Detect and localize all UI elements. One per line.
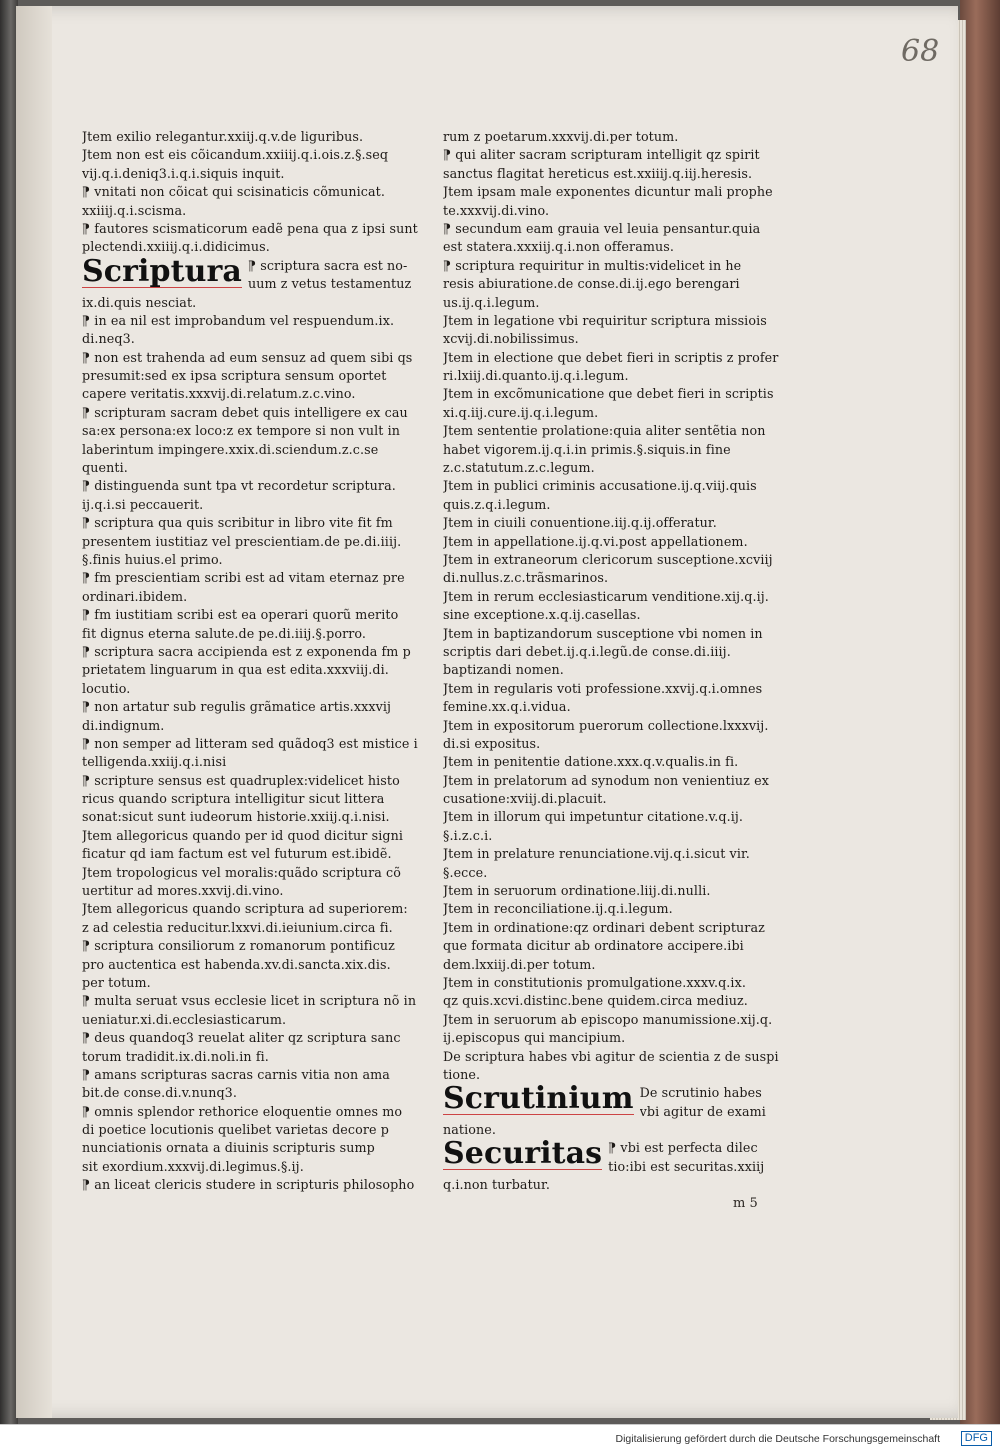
text-line: quis.z.q.i.legum. [443,496,551,512]
text-line: us.ij.q.i.legum. [443,294,540,310]
text-line: xi.q.iij.cure.ij.q.i.legum. [443,404,599,420]
cover-board [960,0,1000,1424]
text-line: pro auctentica est habenda.xv.di.sancta.xix.dis. [82,956,391,972]
text-line: ⁋ qui aliter sacram scripturam intelligit qz spirit [443,147,760,163]
text-line: tione. [443,1066,481,1082]
text-line: §.i.z.c.i. [443,827,493,843]
text-line: §.finis huius.el primo. [82,551,223,567]
text-line: bit.de conse.di.v.nunq3. [82,1085,237,1101]
text-line: que formata dicitur ab ordinatore accipere.ibi [443,938,744,954]
text-line: ij.q.i.si peccauerit. [82,496,204,512]
text-line: Jtem in constitutionis promulgatione.xxxv.q.ix. [443,974,746,990]
text-line: di.neq3. [82,331,135,347]
text-line: xcvij.di.nobilissimus. [443,331,579,347]
text-line: Jtem non est eis cõicandum.xxiiij.q.i.ois.z.§.seq [82,147,389,163]
text-line: Jtem in prelatorum ad synodum non venientiuz ex [443,772,769,788]
text-line: Jtem in extraneorum clericorum susceptione.xcviij [443,551,773,567]
text-line: ⁋ secundum eam grauia vel leuia pensantur.quia [443,220,761,236]
text-line: ⁋ scripture sensus est quadruplex:videlicet histo [82,772,400,788]
text-line: z.c.statutum.z.c.legum. [443,460,595,476]
text-line: Jtem in illorum qui impetuntur citatione.v.q.ij. [443,809,744,825]
text-line: capere veritatis.xxxvij.di.relatum.z.c.vino. [82,386,356,402]
text-line: Jtem in regularis voti professione.xxvij.q.i.omnes [443,680,763,696]
text-line: uertitur ad mores.xxvij.di.vino. [82,883,284,899]
text-line: ⁋ fm iustitiam scribi est ea operari quorũ merito [82,607,399,623]
text-line: di.indignum. [82,717,165,733]
text-line: ij.episcopus qui mancipium. [443,1030,626,1046]
text-line: tio:ibi est securitas.xxiij [608,1158,765,1174]
text-line: scriptis dari debet.ij.q.i.legũ.de conse.di.iiij. [443,643,731,659]
footer-credit: Digitalisierung gefördert durch die Deutsche Forschungsgemeinschaft [615,1433,940,1445]
text-line: Jtem in ciuili conuentione.iij.q.ij.offeratur. [443,515,717,531]
text-line: ri.lxiij.di.quanto.ij.q.i.legum. [443,368,629,384]
text-line: sit exordium.xxxvij.di.legimus.§.ij. [82,1158,304,1174]
text-line: cusatione:xviij.di.placuit. [443,791,607,807]
text-line: laberintum impingere.xxix.di.sciendum.z.c.se [82,441,379,457]
text-line: ⁋ scriptura sacra accipienda est z exponenda fm p [82,643,411,659]
text-line: ⁋ amans scripturas sacras carnis vitia non ama [82,1066,390,1082]
text-line: ⁋ non semper ad litteram sed quãdoq3 est mistice i [82,735,418,751]
text-line: locutio. [82,680,131,696]
text-line: ⁋ multa seruat vsus ecclesie licet in scriptura nõ in [82,993,417,1009]
text-line: Jtem allegoricus quando scriptura ad superiorem: [82,901,408,917]
text-line: Jtem in expositorum puerorum collectione.lxxxvij. [443,717,769,733]
text-line: qz quis.xcvi.distinc.bene quidem.circa mediuz. [443,993,748,1009]
left-column [82,128,440,1195]
text-line: presentem iustitiaz vel prescientiam.de pe.di.iiij. [82,533,402,549]
text-line: Jtem in seruorum ordinatione.liij.di.nulli. [443,883,711,899]
heading-securitas-side [602,1139,764,1176]
signature-mark: m 5 [733,1196,758,1211]
text-line: Jtem in prelature renunciatione.vij.q.i.sicut vir. [443,846,750,862]
heading-securitas: Securitas [443,1136,603,1172]
text-line: xxiiij.q.i.scisma. [82,202,187,218]
text-line: Jtem in seruorum ab episcopo manumissione.xij.q. [443,1011,773,1027]
text-line: De scriptura habes vbi agitur de scientia z de suspi [443,1048,779,1064]
text-line: presumit:sed ex ipsa scriptura sensum oportet [82,368,387,384]
text-line: ficatur qd iam factum est vel futurum est.ibidẽ. [82,846,392,862]
heading-scriptura-row [82,253,440,294]
text-line: ricus quando scriptura intelligitur sicut littera [82,791,385,807]
text-line: natione. [443,1122,497,1138]
text-line: sanctus flagitat hereticus est.xxiiij.q.iij.heresis. [443,165,753,181]
text-line: Jtem allegoricus quando per id quod dicitur signi [82,827,404,843]
text-line: ⁋ scripturam sacram debet quis intelligere ex cau [82,404,408,420]
text-line: sa:ex persona:ex loco:z ex tempore si non vult in [82,423,401,439]
text-line: ⁋ deus quandoq3 reuelat aliter qz scriptura sanc [82,1030,401,1046]
text-line: ⁋ fautores scismaticorum eadẽ pena qua z ipsi sunt [82,220,418,236]
text-line: ⁋ vbi est perfecta dilec [608,1140,758,1156]
dfg-logo: DFG [961,1431,992,1446]
text-line: fit dignus eterna salute.de pe.di.iiij.§.porro. [82,625,367,641]
text-line: per totum. [82,974,151,990]
text-line: ⁋ an liceat clericis studere in scripturis philosopho [82,1177,415,1193]
text-line: Jtem tropologicus vel moralis:quãdo scriptura cõ [82,864,401,880]
text-line: Jtem exilio relegantur.xxiij.q.v.de liguribus. [82,129,364,144]
text-line: Jtem in appellatione.ij.q.vi.post appellationem. [443,533,748,549]
text-line: torum tradidit.ix.di.noli.in fi. [82,1048,269,1064]
text-line: vij.q.i.deniq3.i.q.i.siquis inquit. [82,165,285,181]
text-line: femine.xx.q.i.vidua. [443,699,571,715]
text-line: Jtem sententie prolatione:quia aliter sentẽtia non [443,423,766,439]
text-line: Jtem in legatione vbi requiritur scriptura missiois [443,312,767,328]
text-line: te.xxxvij.di.vino. [443,202,550,218]
text-line: dem.lxxiij.di.per totum. [443,956,596,972]
text-line: ⁋ vnitati non cõicat qui scisinaticis cõmunicat. [82,184,385,200]
text-line: ⁋ omnis splendor rethorice eloquentie omnes mo [82,1103,403,1119]
text-line: ⁋ scriptura requiritur in multis:videlicet in he [443,257,742,273]
text-line: ordinari.ibidem. [82,588,188,604]
text-line: Jtem in ordinatione:qz ordinari debent scripturaz [443,919,765,935]
show-through-margin [16,6,52,1418]
text-line: De scrutinio habes [639,1085,762,1101]
folio-number: 68 [901,34,940,69]
text-line: z ad celestia reducitur.lxxvi.di.ieiunium.circa fi. [82,919,393,935]
heading-scrutinium-side [634,1084,766,1121]
text-line: ⁋ scriptura qua quis scribitur in libro vite fit fm [82,515,393,531]
text-line: quenti. [82,460,128,476]
text-line: resis abiuratione.de conse.di.ij.ego berengari [443,276,740,292]
text-line: telligenda.xxiij.q.i.nisi [82,754,227,770]
text-line: prietatem linguarum in qua est edita.xxxviij.di. [82,662,389,678]
text-line: Jtem in penitentie datione.xxx.q.v.qualis.in fi. [443,754,739,770]
text-line: Jtem in reconciliatione.ij.q.i.legum. [443,901,673,917]
text-line: Jtem in electione que debet fieri in scriptis z profer [443,349,779,365]
text-line: plectendi.xxiiij.q.i.didicimus. [82,239,270,255]
text-line: nunciationis ornata a diuinis scripturis sump [82,1140,375,1156]
text-line: Jtem in baptizandorum susceptione vbi nomen in [443,625,763,641]
heading-scriptura: Scriptura [82,253,242,289]
text-line: rum z poetarum.xxxvij.di.per totum. [443,129,679,144]
heading-scrutinium-row [443,1081,807,1121]
text-line: vbi agitur de exami [639,1103,766,1119]
text-line: §.ecce. [443,864,488,880]
text-line: q.i.non turbatur. [443,1177,550,1193]
text-line: baptizandi nomen. [443,662,564,678]
text-line: di.nullus.z.c.trãsmarinos. [443,570,609,586]
text-line: ⁋ scriptura sacra est no- [247,257,408,273]
text-line: di.si expositus. [443,735,541,751]
heading-scrutinium: Scrutinium [443,1081,634,1117]
book-page [16,6,958,1418]
text-line: Jtem in excõmunicatione que debet fieri in scriptis [443,386,774,402]
text-line: ueniatur.xi.di.ecclesiasticarum. [82,1011,287,1027]
text-line: ⁋ distinguenda sunt tpa vt recordetur scriptura. [82,478,396,494]
text-line: est statera.xxxiij.q.i.non offeramus. [443,239,675,255]
text-line: di poetice locutionis quelibet varietas decore p [82,1122,389,1138]
text-line: ix.di.quis nesciat. [82,294,197,310]
text-line: Jtem in publici criminis accusatione.ij.q.viij.quis [443,478,757,494]
text-line: ⁋ in ea nil est improbandum vel respuendum.ix. [82,312,395,328]
heading-securitas-row [443,1136,807,1176]
text-line: ⁋ non est trahenda ad eum sensuz ad quem sibi qs [82,349,413,365]
text-line: Jtem in rerum ecclesiasticarum venditione.xij.q.ij. [443,588,769,604]
footer-bar [0,1424,1000,1452]
left-lines-before [82,128,440,257]
text-line: sonat:sicut sunt iudeorum historie.xxiij.q.i.nisi. [82,809,390,825]
left-lines-after [82,294,440,1195]
text-line: uum z vetus testamentuz [247,276,412,292]
text-line: habet vigorem.ij.q.i.in primis.§.siquis.in fine [443,441,731,457]
text-line: ⁋ non artatur sub regulis grãmatice artis.xxxvij [82,699,392,715]
text-line: ⁋ scriptura consiliorum z romanorum pontificuz [82,938,395,954]
heading-scriptura-side [242,257,411,294]
text-line: sine exceptione.x.q.ij.casellas. [443,607,641,623]
text-line: Jtem ipsam male exponentes dicuntur mali prophe [443,184,773,200]
right-lines [443,128,807,1084]
text-line: ⁋ fm prescientiam scribi est ad vitam eternaz pre [82,570,405,586]
right-column [443,128,807,1195]
